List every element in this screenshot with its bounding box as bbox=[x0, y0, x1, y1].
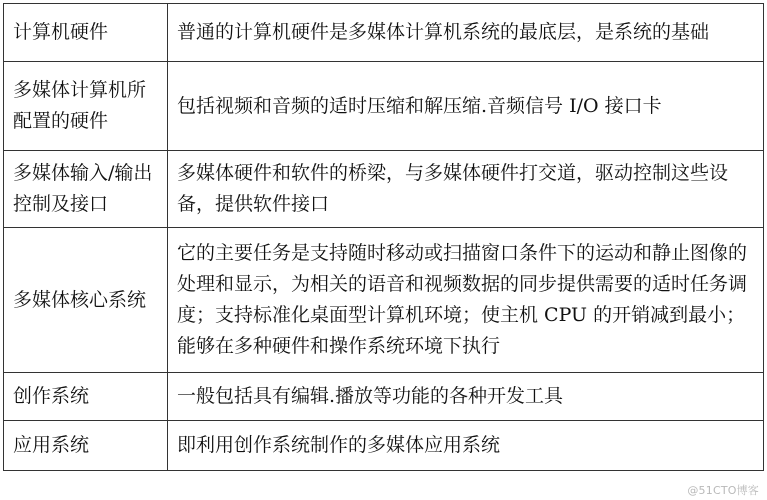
row-description: 多媒体硬件和软件的桥梁，与多媒体硬件打交道，驱动控制这些设备，提供软件接口 bbox=[168, 151, 764, 228]
row-term: 计算机硬件 bbox=[4, 4, 168, 62]
table-row bbox=[4, 62, 764, 151]
row-description: 一般包括具有编辑.播放等功能的各种开发工具 bbox=[168, 373, 764, 421]
row-term: 应用系统 bbox=[4, 421, 168, 471]
table-row bbox=[4, 228, 764, 373]
table-row bbox=[4, 151, 764, 228]
watermark: @51CTO博客 bbox=[687, 484, 759, 497]
row-description: 即利用创作系统制作的多媒体应用系统 bbox=[168, 421, 764, 471]
multimedia-system-layers-table bbox=[3, 3, 764, 471]
row-description: 普通的计算机硬件是多媒体计算机系统的最底层，是系统的基础 bbox=[168, 4, 764, 62]
table-row bbox=[4, 421, 764, 471]
table-row bbox=[4, 373, 764, 421]
row-term: 多媒体输入/输出控制及接口 bbox=[4, 151, 168, 228]
row-description: 它的主要任务是支持随时移动或扫描窗口条件下的运动和静止图像的处理和显示，为相关的语音和视频数据的同步提供需要的适时任务调度；支持标准化桌面型计算机环境；使主机 CPU 的开销减到最小；能够在多种硬件和操作系统环境下执行 bbox=[168, 228, 764, 373]
table-row bbox=[4, 4, 764, 62]
row-term: 多媒体计算机所配置的硬件 bbox=[4, 62, 168, 151]
row-term: 多媒体核心系统 bbox=[4, 228, 168, 373]
row-term: 创作系统 bbox=[4, 373, 168, 421]
row-description: 包括视频和音频的适时压缩和解压缩.音频信号 I/O 接口卡 bbox=[168, 62, 764, 151]
